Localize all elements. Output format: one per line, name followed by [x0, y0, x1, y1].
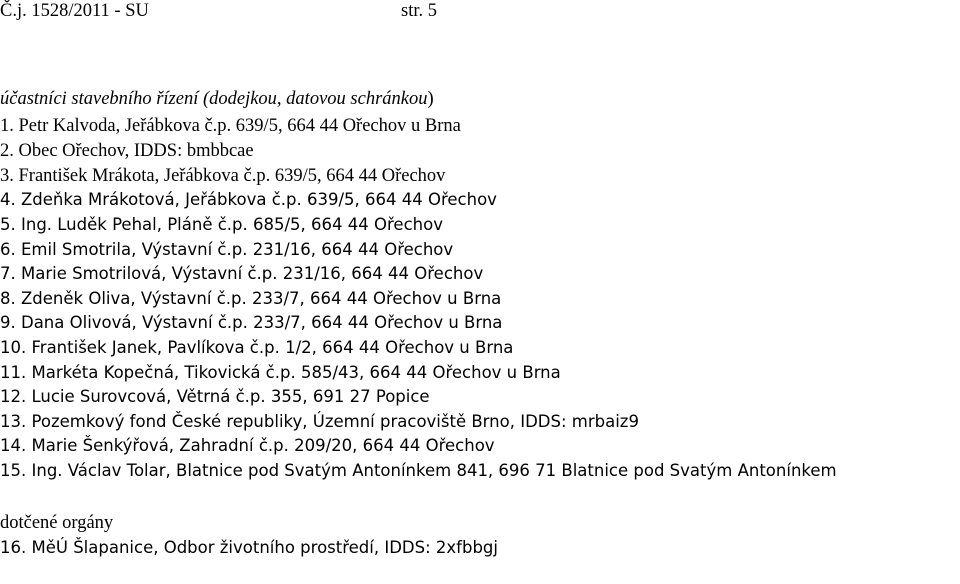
- list-item-number: 13.: [0, 412, 27, 431]
- list-item-number: 6.: [0, 240, 16, 259]
- list-item: [0, 312, 502, 334]
- list-item-text: František Janek, Pavlíkova č.p. 1/2, 664 44 Ořechov u Brna: [26, 338, 514, 357]
- list-item: [0, 214, 443, 236]
- list-item-number: 7.: [0, 264, 16, 283]
- list-item-text: František Mrákota, Jeřábkova č.p. 639/5, 664 44 Ořechov: [13, 166, 446, 186]
- list-item-text: Markéta Kopečná, Tikovická č.p. 585/43, 664 44 Ořechov u Brna: [26, 363, 561, 382]
- list-item-number: 2.: [0, 141, 14, 161]
- participants-heading-text: účastníci stavebního řízení (dodejkou, datovou schránkou: [0, 89, 428, 109]
- list-item-text: Dana Olivová, Výstavní č.p. 233/7, 664 44 Ořechov u Brna: [15, 313, 503, 332]
- list-item: [0, 337, 513, 359]
- list-item-text: MěÚ Šlapanice, Odbor životního prostředí, IDDS: 2xfbbgj: [26, 538, 498, 557]
- list-item-number: 11.: [0, 363, 27, 382]
- list-item: [0, 239, 453, 261]
- list-item: [0, 140, 254, 162]
- authorities-heading: dotčené orgány: [0, 513, 114, 533]
- list-item: [0, 288, 501, 310]
- list-item-text: Emil Smotrila, Výstavní č.p. 231/16, 664 44 Ořechov: [15, 240, 454, 259]
- list-item: [0, 460, 837, 482]
- list-item-number: 9.: [0, 313, 16, 332]
- list-item-number: 4.: [0, 190, 16, 209]
- participants-heading: [0, 88, 434, 110]
- list-item-text: Ing. Luděk Pehal, Pláně č.p. 685/5, 664 44 Ořechov: [15, 215, 443, 234]
- list-item: [0, 411, 639, 433]
- list-item: [0, 362, 561, 384]
- list-item: [0, 189, 497, 211]
- list-item-text: Marie Smotrilová, Výstavní č.p. 231/16, 664 44 Ořechov: [15, 264, 484, 283]
- list-item: [0, 435, 495, 457]
- list-item: [0, 537, 498, 559]
- list-item-number: 12.: [0, 387, 27, 406]
- list-item: [0, 165, 445, 187]
- list-item-text: Ing. Václav Tolar, Blatnice pod Svatým Antonínkem 841, 696 71 Blatnice pod Svatým Antonínkem: [26, 461, 837, 480]
- list-item-number: 8.: [0, 289, 16, 308]
- list-item: [0, 386, 430, 408]
- list-item-number: 10.: [0, 338, 27, 357]
- document-reference: Č.j. 1528/2011 - SU: [0, 1, 149, 21]
- list-item: [0, 115, 461, 137]
- list-item-number: 14.: [0, 436, 27, 455]
- list-item-text: Pozemkový fond České republiky, Územní pracoviště Brno, IDDS: mrbaiz9: [26, 412, 639, 431]
- list-item-number: 16.: [0, 538, 27, 557]
- list-item-number: 5.: [0, 215, 16, 234]
- list-item-number: 3.: [0, 166, 14, 186]
- list-item-text: Marie Šenkýřová, Zahradní č.p. 209/20, 664 44 Ořechov: [26, 436, 495, 455]
- list-item-text: Zdeňka Mrákotová, Jeřábkova č.p. 639/5, 664 44 Ořechov: [15, 190, 497, 209]
- list-item-text: Zdeněk Oliva, Výstavní č.p. 233/7, 664 44 Ořechov u Brna: [15, 289, 502, 308]
- list-item-text: Petr Kalvoda, Jeřábkova č.p. 639/5, 664 44 Ořechov u Brna: [13, 116, 461, 136]
- list-item-text: Lucie Surovcová, Větrná č.p. 355, 691 27 Popice: [26, 387, 430, 406]
- page-number: str. 5: [401, 1, 437, 21]
- list-item-number: 1.: [0, 116, 14, 136]
- list-item-text: Obec Ořechov, IDDS: bmbbcae: [13, 141, 254, 161]
- list-item: [0, 263, 483, 285]
- list-item-number: 15.: [0, 461, 27, 480]
- participants-heading-paren: ): [427, 89, 434, 109]
